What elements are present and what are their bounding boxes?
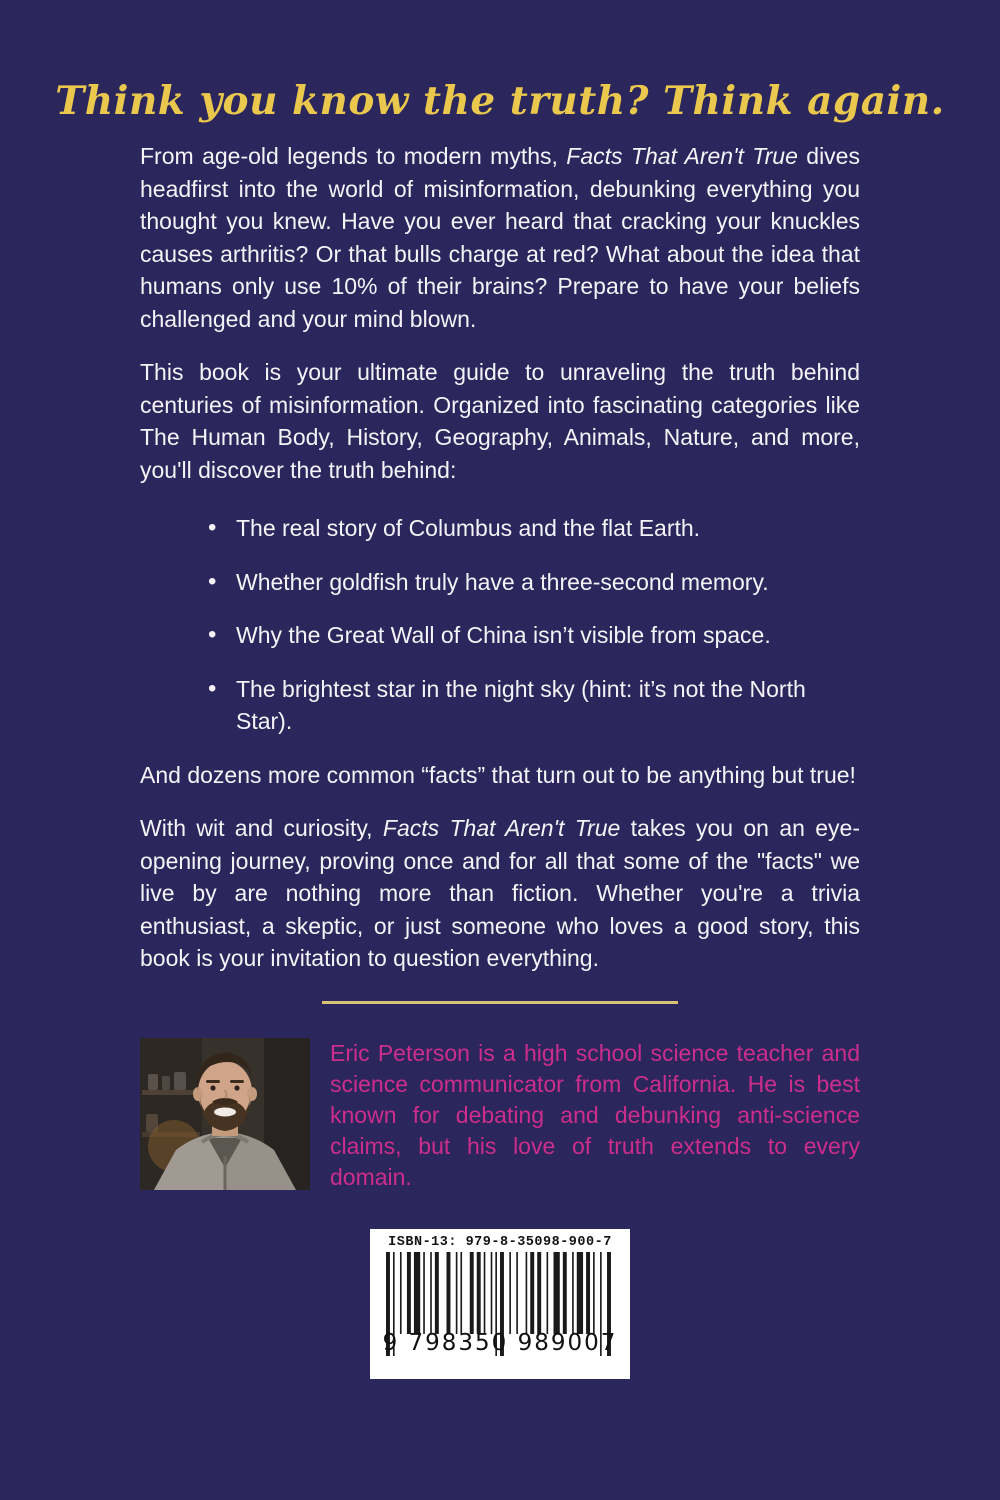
paragraph-intro: From age-old legends to modern myths, Facts That Aren't True dives headfirst into the world of misinformation, debunking everything you thought you knew. Have you ever heard that cracking your knuckles causes arthritis? Or that bulls charge at red? What about the idea that humans only use 10% of their brains? Prepare to have your beliefs challenged and your mind blown. xyxy=(140,143,860,332)
paragraph-closing: With wit and curiosity, Facts That Aren't True takes you on an eye-opening journey, proving once and for all that some of the "facts" we live by are nothing more than fiction. Whether you're a trivia enthusiast, a skeptic, or just someone who loves a good story, this book is your invitation to question everything. xyxy=(140,815,860,971)
bullet-list xyxy=(140,512,860,738)
author-bio-text: Eric Peterson is a high school science teacher and science communicator from California. He is best known for debating and debunking anti-science claims, but his love of truth extends to every domain. xyxy=(330,1039,860,1190)
section-divider xyxy=(322,1001,678,1004)
paragraph-dozens-more: And dozens more common “facts” that turn out to be anything but true! xyxy=(140,761,856,788)
bullet-item: • The real story of Columbus and the flat Earth. xyxy=(208,512,808,545)
paragraph-guide: This book is your ultimate guide to unraveling the truth behind centuries of misinformation. Organized into fascinating categories like The Human Body, History, Geography, Animals, Nature, and more, you'll discover the truth behind: xyxy=(140,359,860,483)
back-cover-text xyxy=(140,140,860,975)
author-section xyxy=(140,1038,860,1193)
bullet-item: • Why the Great Wall of China isn’t visible from space. xyxy=(208,619,808,652)
bullet-item: • Whether goldfish truly have a three-second memory. xyxy=(208,566,808,599)
isbn-number-label: ISBN-13: 979-8-35098-900-7 xyxy=(388,1234,612,1250)
author-portrait-illustration xyxy=(140,1038,310,1190)
author-photo xyxy=(140,1038,310,1190)
bullet-item: • The brightest star in the night sky (hint: it’s not the North Star). xyxy=(208,673,808,738)
tagline-headline: Think you know the truth? Think again. xyxy=(55,78,945,124)
barcode-digits: 9 798350 989007 xyxy=(382,1329,618,1356)
isbn-barcode xyxy=(370,1229,630,1379)
